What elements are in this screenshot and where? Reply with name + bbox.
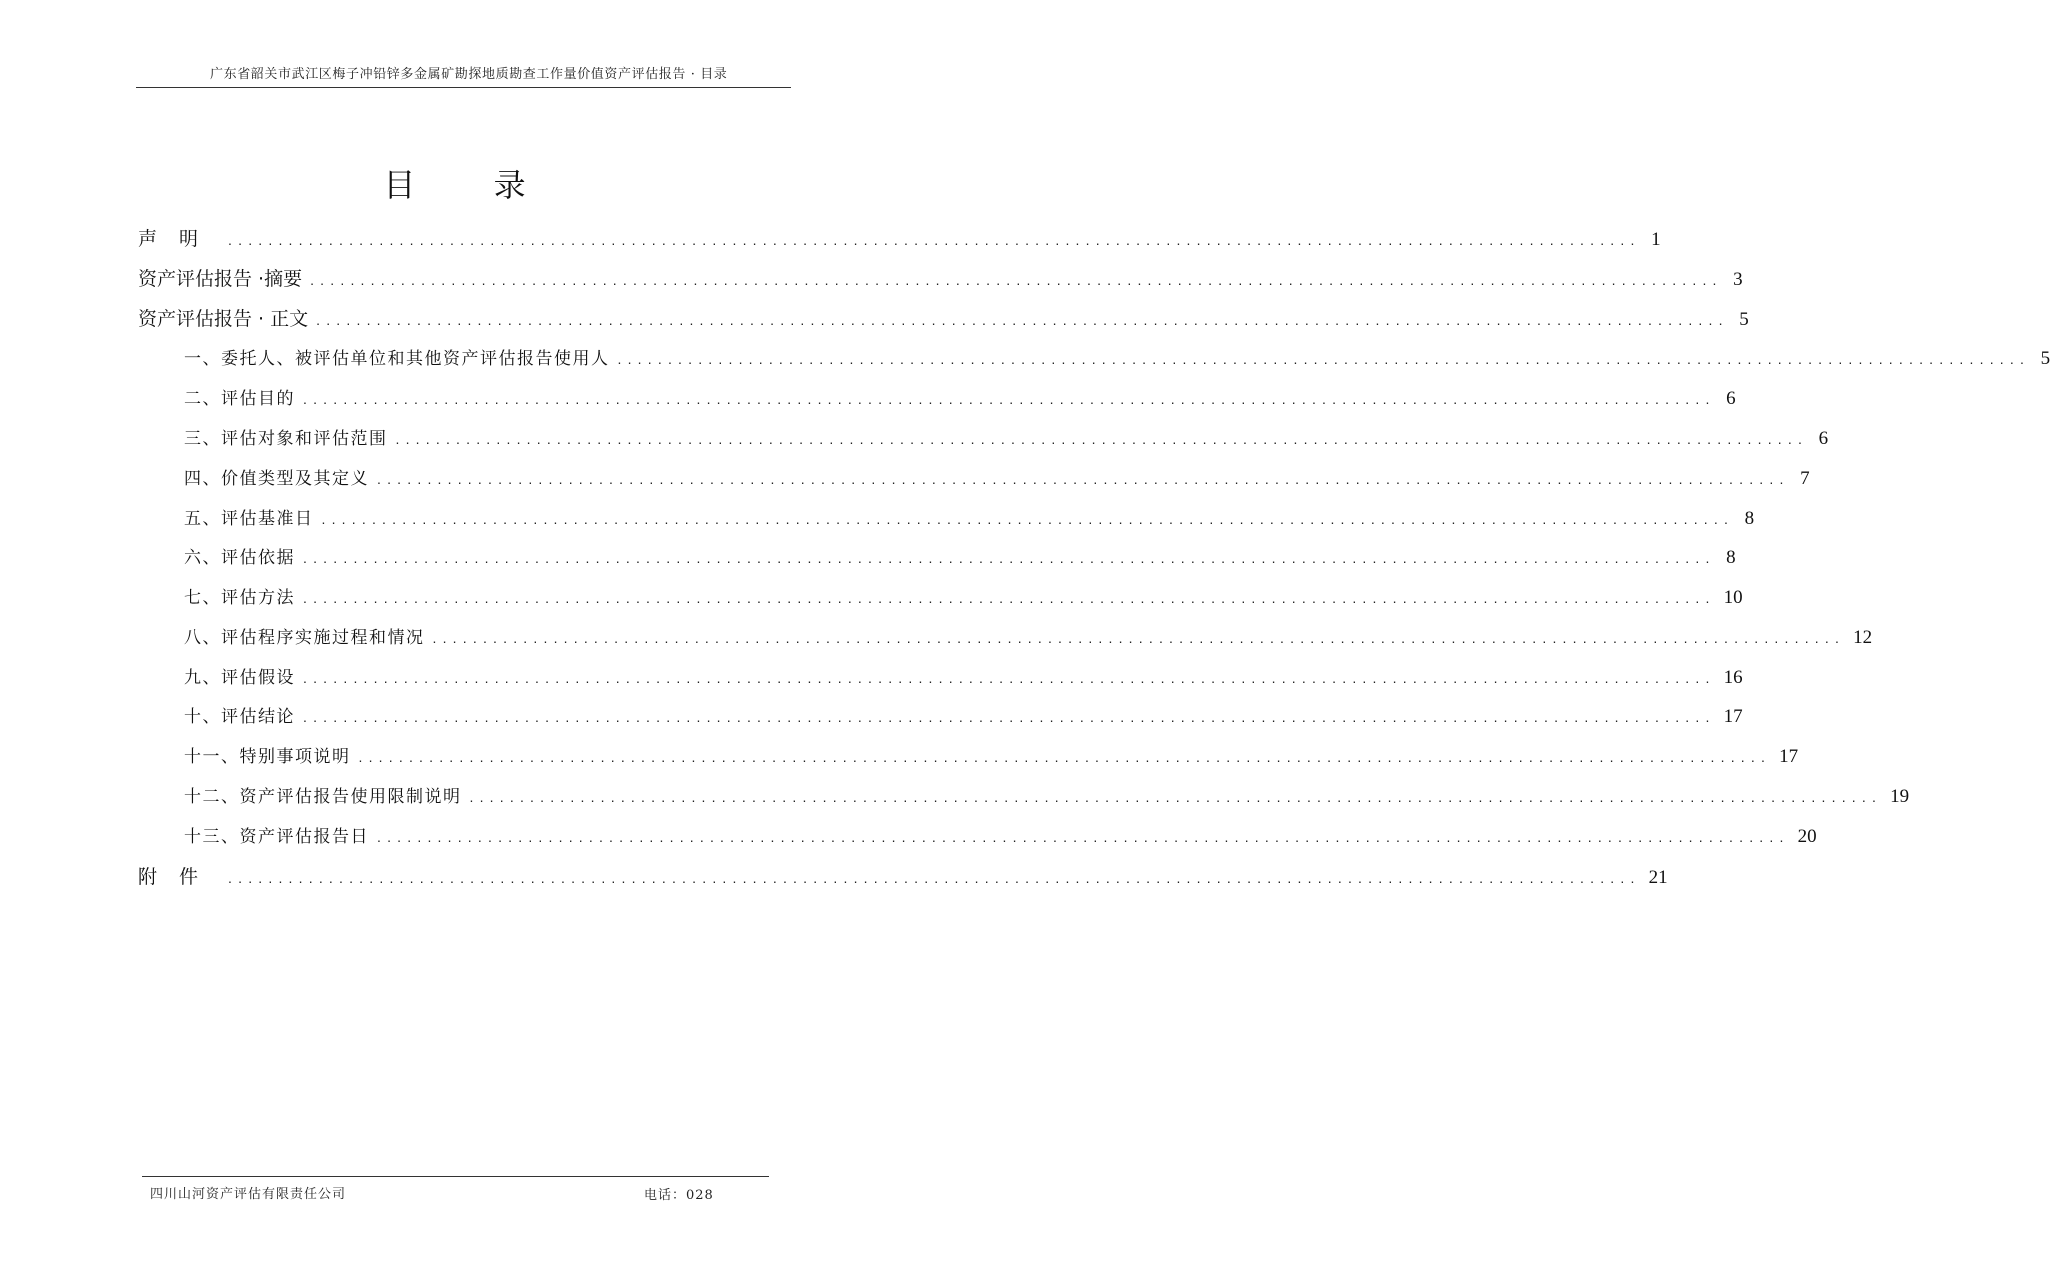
toc-entry-label: 八、评估程序实施过程和情况 bbox=[184, 628, 425, 648]
toc-entry-label: 九、评估假设 bbox=[184, 668, 295, 688]
toc-entry-page: 8 bbox=[1744, 508, 1755, 529]
toc-entry-label: 声明 bbox=[138, 228, 221, 250]
toc-entry-label: 十、评估结论 bbox=[184, 707, 295, 727]
toc-entry-section-12[interactable] bbox=[184, 784, 1910, 810]
toc-entry-section-11[interactable] bbox=[184, 744, 1799, 770]
toc-entry-page: 16 bbox=[1723, 667, 1743, 688]
toc-entry-page: 7 bbox=[1800, 468, 1810, 489]
toc-entry-section-2[interactable] bbox=[184, 386, 1736, 412]
toc-entry-page: 3 bbox=[1733, 269, 1743, 290]
page-title: 目 录 bbox=[383, 166, 560, 204]
toc-entry-page: 12 bbox=[1853, 627, 1873, 648]
toc-entry-label: 五、评估基准日 bbox=[184, 509, 314, 529]
dot-leader: ............................................................................................................................................ bbox=[617, 351, 2031, 367]
footer-company-name: 四川山河资产评估有限责任公司 bbox=[150, 1187, 347, 1202]
toc-entry-page: 19 bbox=[1890, 786, 1910, 807]
dot-leader: ............................................................................................................................................ bbox=[303, 550, 1716, 566]
toc-entry-section-13[interactable] bbox=[184, 824, 1817, 850]
toc-entry-page: 5 bbox=[2040, 348, 2050, 369]
dot-leader: ............................................................................................................................................ bbox=[303, 391, 1716, 407]
toc-entry-attachments[interactable] bbox=[138, 864, 1668, 890]
toc-entry-section-7[interactable] bbox=[184, 585, 1743, 611]
toc-entry-label: 附件 bbox=[138, 866, 221, 888]
toc-entry-page: 6 bbox=[1726, 388, 1736, 409]
toc-entry-label: 一、委托人、被评估单位和其他资产评估报告使用人 bbox=[184, 349, 610, 369]
toc-entry-label: 十三、资产评估报告日 bbox=[184, 827, 369, 847]
footer-divider bbox=[142, 1176, 769, 1177]
toc-entry-page: 1 bbox=[1651, 229, 1661, 250]
toc-entry-label: 四、价值类型及其定义 bbox=[184, 469, 369, 489]
dot-leader: ............................................................................................................................................ bbox=[358, 749, 1772, 765]
toc-entry-main-text[interactable] bbox=[138, 306, 1749, 332]
toc-entry-page: 17 bbox=[1779, 746, 1799, 767]
dot-leader: ............................................................................................................................................ bbox=[228, 232, 1641, 248]
dot-leader: ............................................................................................................................................ bbox=[377, 471, 1790, 487]
dot-leader: ............................................................................................................................................ bbox=[303, 709, 1716, 725]
dot-leader: ............................................................................................................................................ bbox=[303, 590, 1716, 606]
dot-leader: ............................................................................................................................................ bbox=[321, 511, 1735, 527]
footer-phone: 电话：028 bbox=[644, 1188, 714, 1203]
dot-leader: ............................................................................................................................................ bbox=[316, 312, 1729, 328]
toc-entry-label: 七、评估方法 bbox=[184, 588, 295, 608]
toc-entry-page: 10 bbox=[1723, 587, 1743, 608]
toc-entry-page: 6 bbox=[1818, 428, 1829, 449]
toc-entry-label: 十一、特别事项说明 bbox=[184, 747, 351, 767]
toc-entry-summary[interactable] bbox=[138, 266, 1743, 292]
toc-entry-label: 三、评估对象和评估范围 bbox=[184, 429, 388, 449]
toc-entry-page: 5 bbox=[1739, 309, 1749, 330]
header-divider bbox=[136, 87, 791, 88]
dot-leader: ............................................................................................................................................ bbox=[303, 670, 1716, 686]
dot-leader: ............................................................................................................................................ bbox=[395, 431, 1809, 447]
toc-entry-section-1[interactable] bbox=[184, 346, 2050, 372]
dot-leader: ............................................................................................................................................ bbox=[469, 789, 1883, 805]
toc-entry-label: 资产评估报告 ·摘要 bbox=[138, 268, 303, 290]
toc-entry-section-5[interactable] bbox=[184, 506, 1755, 532]
toc-entry-page: 21 bbox=[1648, 867, 1668, 888]
toc-entry-page: 20 bbox=[1797, 826, 1817, 847]
toc-entry-section-4[interactable] bbox=[184, 466, 1810, 492]
toc-entry-label: 六、评估依据 bbox=[184, 548, 295, 568]
toc-entry-page: 17 bbox=[1723, 706, 1743, 727]
toc-entry-label: 十二、资产评估报告使用限制说明 bbox=[184, 787, 462, 807]
dot-leader: ............................................................................................................................................ bbox=[228, 870, 1641, 886]
toc-entry-label: 资产评估报告 · 正文 bbox=[138, 308, 309, 330]
dot-leader: ............................................................................................................................................ bbox=[432, 630, 1846, 646]
toc-entry-section-6[interactable] bbox=[184, 545, 1736, 571]
toc-entry-statement[interactable] bbox=[138, 226, 1661, 252]
toc-entry-section-8[interactable] bbox=[184, 625, 1873, 651]
toc-entry-label: 二、评估目的 bbox=[184, 389, 295, 409]
dot-leader: ............................................................................................................................................ bbox=[377, 829, 1790, 845]
toc-entry-page: 8 bbox=[1726, 547, 1736, 568]
toc-entry-section-3[interactable] bbox=[184, 426, 1829, 452]
running-header: 广东省韶关市武江区梅子冲铅锌多金属矿勘探地质勘查工作量价值资产评估报告 · 目录 bbox=[210, 67, 728, 82]
dot-leader: ............................................................................................................................................ bbox=[310, 272, 1723, 288]
toc-entry-section-10[interactable] bbox=[184, 704, 1743, 730]
toc-entry-section-9[interactable] bbox=[184, 665, 1743, 691]
